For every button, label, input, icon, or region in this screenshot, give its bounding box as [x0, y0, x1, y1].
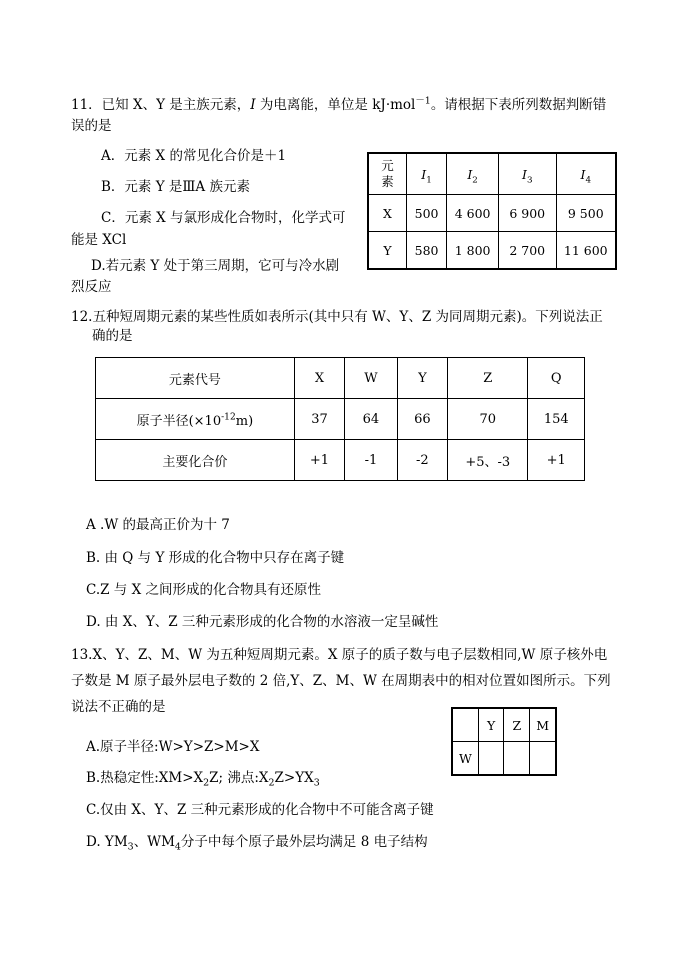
q13-stem-line3: 说法不正确的是	[71, 699, 166, 715]
table-row	[368, 195, 616, 232]
grid-cell: M	[530, 708, 556, 742]
grid-cell: Y	[478, 708, 504, 742]
grid-cell: W	[452, 742, 478, 776]
table-row	[96, 399, 585, 440]
header-cell: Y	[397, 358, 447, 399]
row-label: X	[368, 195, 406, 232]
table-cell: 6 900	[498, 195, 556, 232]
q12-option-b: B. 由 Q 与 Y 形成的化合物中只存在离子键	[86, 550, 345, 566]
q13-stem-line2: 子数是 M 原子最外层电子数的 2 倍,Y、Z、M、W 在周期表中的相对位置如图所示。下列	[71, 673, 611, 689]
q11-option-c-line2: 能是 XCl	[71, 232, 127, 248]
q11-stem-line1: 11．已知 X、Y 是主族元素，I 为电离能，单位是 kJ·mol$^{-1}$。请根据下表所列数据判断错	[71, 95, 607, 113]
table-cell: 11 600	[556, 232, 616, 270]
table-cell: 154	[528, 399, 585, 440]
header-cell: W	[345, 358, 397, 399]
table-row	[368, 153, 616, 195]
q13-option-c: C.仅由 X、Y、Z 三种元素形成的化合物中不可能含离子键	[86, 802, 434, 818]
q11-stem-line2: 误的是	[71, 118, 112, 134]
grid-cell: Z	[504, 708, 530, 742]
header-cell: 元素代号	[96, 358, 295, 399]
q11-option-b: B．元素 Y 是ⅢA 族元素	[101, 179, 250, 195]
header-cell: $I_2$	[447, 153, 499, 195]
table-cell: 64	[345, 399, 397, 440]
header-cell: $I_3$	[498, 153, 556, 195]
header-cell: $I_1$	[406, 153, 446, 195]
q12-option-d: D. 由 X、Y、Z 三种元素形成的化合物的水溶液一定呈碱性	[86, 614, 439, 630]
table-cell: +5、-3	[448, 440, 528, 481]
header-cell: Z	[448, 358, 528, 399]
table-cell: +1	[294, 440, 344, 481]
q12-stem-line2: 确的是	[92, 328, 133, 344]
q12-stem-line1: 12.五种短周期元素的某些性质如表所示(其中只有 W、Y、Z 为同周期元素)。下列说法正	[71, 309, 603, 325]
table-cell: 37	[294, 399, 344, 440]
q13-periodic-grid	[451, 707, 557, 776]
row-label: 原子半径$(\times 10^{-12}m)$	[96, 399, 295, 440]
grid-cell	[478, 742, 504, 776]
table-cell: 500	[406, 195, 446, 232]
q13-stem-line1: 13.X、Y、Z、M、W 为五种短周期元素。X 原子的质子数与电子层数相同,W 原子核外电	[71, 647, 608, 663]
q11-option-d-line1: D.若元素 Y 处于第三周期，它可与冷水剧	[91, 258, 340, 274]
q11-option-a: A．元素 X 的常见化合价是＋1	[101, 148, 287, 164]
table-cell: 580	[406, 232, 446, 270]
table-cell: 4 600	[447, 195, 499, 232]
table-cell: -1	[345, 440, 397, 481]
q12-option-c: C.Z 与 X 之间形成的化合物具有还原性	[86, 582, 322, 598]
row-label: 主要化合价	[96, 440, 295, 481]
table-cell: 2 700	[498, 232, 556, 270]
grid-cell	[504, 742, 530, 776]
q11-option-d-line2: 烈反应	[71, 279, 112, 295]
table-row	[96, 440, 585, 481]
header-cell: 元 素	[368, 153, 406, 195]
q11-option-c-line1: C．元素 X 与氯形成化合物时，化学式可	[101, 210, 346, 226]
table-cell: -2	[397, 440, 447, 481]
header-cell: $I_4$	[556, 153, 616, 195]
table-cell: 66	[397, 399, 447, 440]
q12-option-a: A .W 的最高正价为十 7	[86, 517, 230, 533]
header-cell: X	[294, 358, 344, 399]
q13-option-a: A.原子半径:W>Y>Z>M>X	[86, 739, 260, 755]
table-row	[452, 742, 556, 776]
table-row	[452, 708, 556, 742]
table-row	[368, 232, 616, 270]
grid-cell	[530, 742, 556, 776]
q11-ionization-table	[367, 152, 617, 270]
table-cell: +1	[528, 440, 585, 481]
table-cell: 1 800	[447, 232, 499, 270]
header-cell: Q	[528, 358, 585, 399]
table-cell: 70	[448, 399, 528, 440]
grid-cell	[452, 708, 478, 742]
table-row	[96, 358, 585, 399]
q13-option-b: B.热稳定性$:XM>X_2Z$; 沸点$:X_2Z>YX_3$	[86, 770, 320, 789]
q13-option-d: D. $YM_3$、$WM_4$分子中每个原子最外层均满足 8 电子结构	[86, 834, 428, 853]
q12-properties-table	[95, 357, 585, 481]
row-label: Y	[368, 232, 406, 270]
table-cell: 9 500	[556, 195, 616, 232]
